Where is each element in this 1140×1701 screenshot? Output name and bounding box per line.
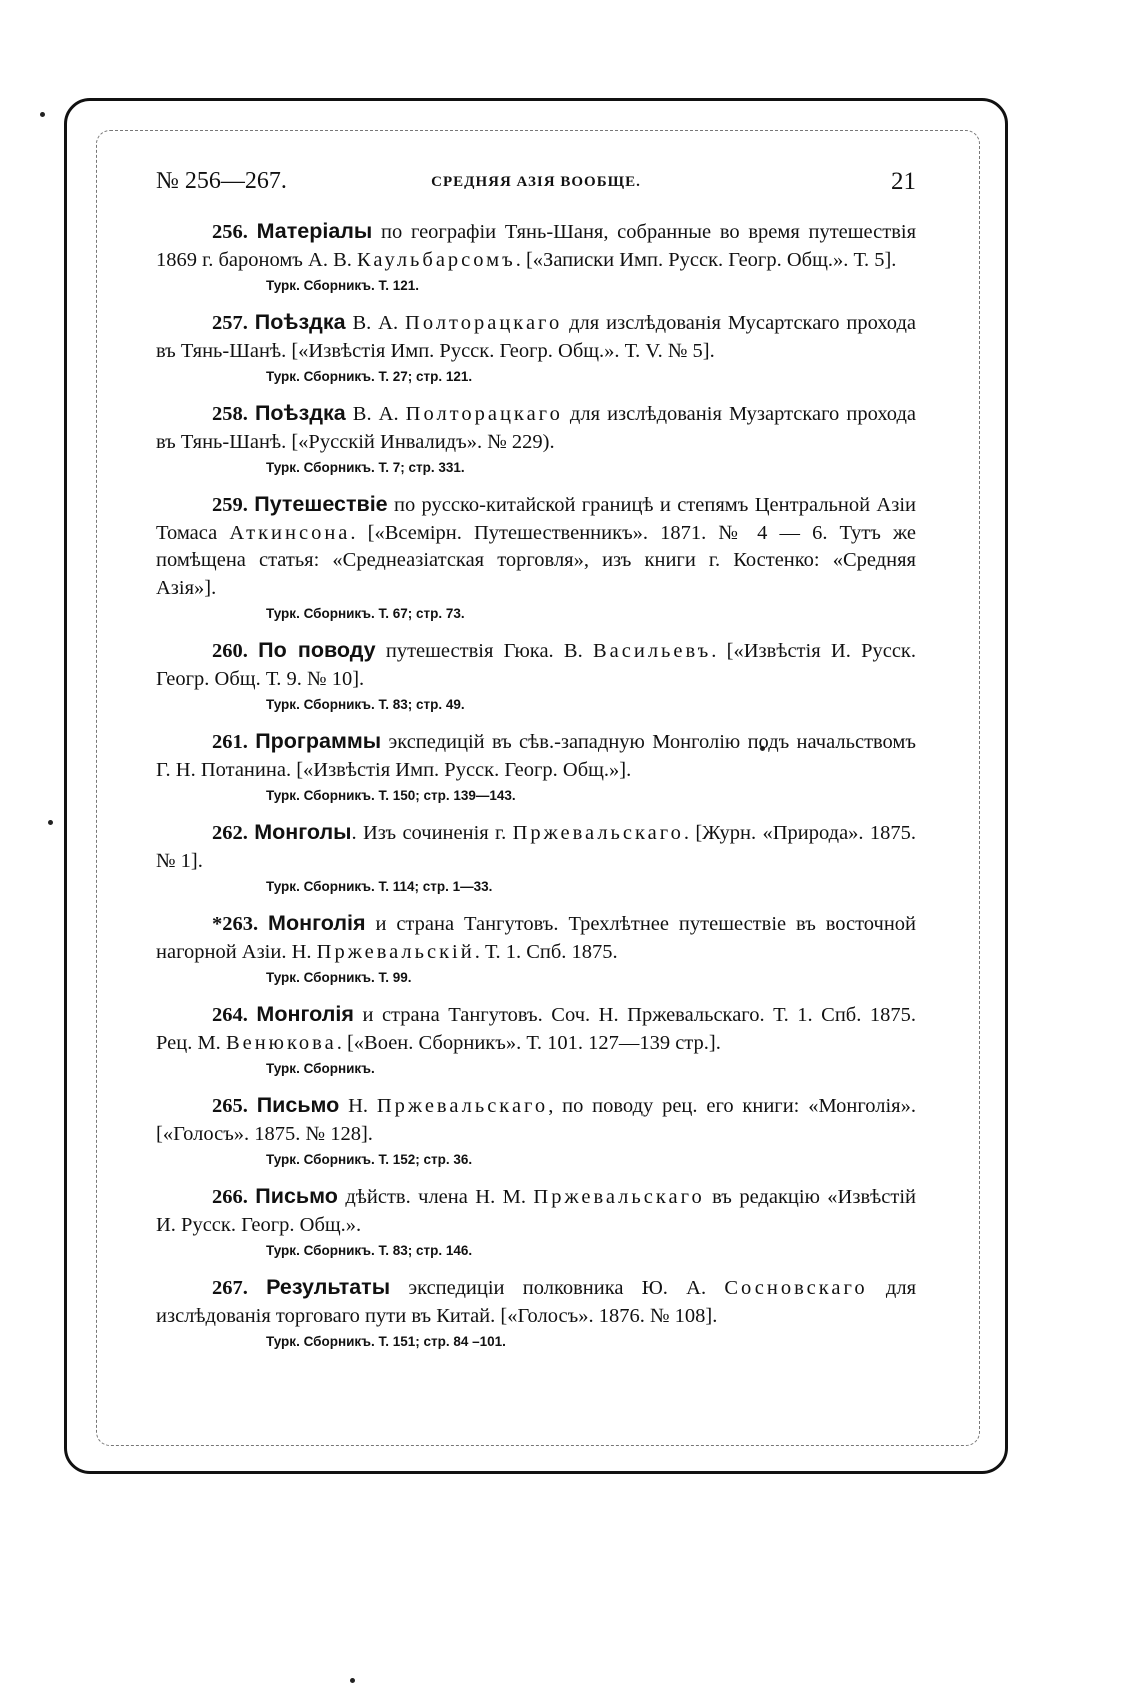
entry-text (156, 910, 916, 966)
entry-keyword: Монголія (256, 1002, 354, 1026)
bibliography-list (156, 218, 916, 1365)
entry-body-tail: . [«Извѣстія И. Русск. Геогр. Общ. Т. 9. № 10]. (156, 640, 917, 690)
entry-body-tail: . Т. 1. Спб. 1875. (474, 940, 618, 963)
running-header (156, 168, 916, 200)
entry-body: Н. (339, 1095, 377, 1117)
entry-body-tail: для изслѣдованія торговаго пути въ Китай. [«Голосъ». 1876. № 108]. (156, 1277, 917, 1327)
entry-text (156, 400, 916, 456)
bibliography-entry (156, 1001, 916, 1079)
entry-source: Турк. Сборникъ. Т. 67; стр. 73. (266, 606, 465, 621)
section-title: СРЕДНЯЯ АЗІЯ ВООБЩЕ. (431, 174, 641, 190)
entry-keyword: Монголы (254, 820, 352, 844)
entry-text (156, 819, 916, 875)
entry-body: . Изъ сочиненія г. (351, 822, 513, 844)
entry-number: 261. (212, 731, 248, 753)
margin-speck (48, 820, 53, 825)
entry-source: Турк. Сборникъ. Т. 7; стр. 331. (266, 460, 465, 475)
entry-keyword: Монголія (268, 911, 366, 935)
entry-text (156, 1092, 916, 1148)
entry-body-tail: . [«Воен. Сборникъ». Т. 101. 127—139 стр.]. (336, 1031, 721, 1054)
entry-body-tail: . [«Всемірн. Путешественникъ». 1871. № 4 — 6. Тутъ же помѣщена статья: «Среднеазіатская торговля», изъ книги г. Костенко: «Средняя Азія»]. (156, 521, 916, 599)
entry-source: Турк. Сборникъ. Т. 83; стр. 146. (266, 1243, 473, 1258)
entry-body: по географіи Тянь-Шаня, собранные во время путешествія 1869 г. барономъ А. В. (156, 221, 917, 271)
entry-keyword: Письмо (256, 1093, 340, 1117)
entry-source: Турк. Сборникъ. Т. 152; стр. 36. (266, 1152, 473, 1167)
bibliography-entry (156, 309, 916, 387)
entry-number: 257. (212, 312, 248, 334)
entry-author: Полторацкаго (405, 312, 563, 334)
entry-source: Турк. Сборникъ. Т. 121. (266, 278, 420, 293)
entry-source: Турк. Сборникъ. Т. 151; стр. 84 –101. (266, 1334, 506, 1349)
bibliography-entry (156, 1183, 916, 1261)
entry-body: по русско-китайской границѣ и степямъ Центральной Азіи Томаса (156, 494, 917, 544)
entry-body-tail: . [«Записки Имп. Русск. Геогр. Общ.». Т. 5]. (515, 248, 897, 271)
entry-body-tail: для изслѣдованія Музартскаго прохода въ Тянь-Шанѣ. [«Русскій Инвалидъ». № 229). (156, 403, 916, 453)
entry-text (156, 1183, 916, 1239)
entry-number: 259. (212, 494, 248, 516)
entry-number: 258. (212, 403, 248, 425)
entry-author: Пржевальскаго (533, 1186, 705, 1208)
entry-number: 264. (212, 1004, 248, 1026)
entry-body-tail: для изслѣдованія Мусартскаго прохода въ Тянь-Шанѣ. [«Извѣстія Имп. Русск. Геогр. Общ.». Т. V. № 5]. (156, 312, 916, 362)
entry-author: Каульбарсомъ (357, 248, 516, 271)
bibliography-entry (156, 728, 916, 806)
entry-keyword: Поѣздка (254, 401, 346, 425)
entry-body: В. А. (345, 312, 406, 334)
entry-body: экспедицій въ сѣв.-западную Монголію подъ начальствомъ Г. Н. Потанина. [«Извѣстія Имп. Русск. Геогр. Общ.»]. (156, 731, 916, 781)
entry-number: 267. (212, 1277, 248, 1299)
page-number: 21 (891, 168, 916, 195)
entry-text (156, 637, 916, 693)
bibliography-entry (156, 1274, 916, 1352)
entry-keyword: Письмо (255, 1184, 338, 1208)
entry-source: Турк. Сборникъ. Т. 114; стр. 1—33. (266, 879, 493, 894)
entry-body: и страна Тангутовъ. Соч. Н. Пржевальскаго. Т. 1. Спб. 1875. Рец. М. (156, 1004, 917, 1054)
entry-author: Пржевальскаго (512, 822, 684, 844)
margin-speck (40, 112, 45, 117)
margin-speck (350, 1678, 355, 1683)
entry-source: Турк. Сборникъ. Т. 150; стр. 139—143. (266, 788, 516, 803)
entry-author: Сосновскаго (724, 1277, 868, 1299)
entry-number: 260. (212, 640, 248, 662)
entry-keyword: Результаты (266, 1275, 391, 1299)
entry-body-tail: . [Журн. «Природа». 1875. № 1]. (156, 822, 917, 872)
entry-text (156, 309, 916, 365)
bibliography-entry (156, 400, 916, 478)
entry-range: № 256—267. (156, 168, 287, 194)
entry-body: дѣйств. члена Н. М. (337, 1186, 534, 1208)
bibliography-entry (156, 910, 916, 988)
entry-keyword: Матеріалы (256, 219, 373, 243)
entry-number: 266. (212, 1186, 248, 1208)
entry-source: Турк. Сборникъ. (266, 1061, 375, 1076)
entry-keyword: Путешествіе (254, 492, 388, 516)
entry-source: Турк. Сборникъ. Т. 99. (266, 970, 412, 985)
bibliography-entry (156, 218, 916, 296)
entry-source: Турк. Сборникъ. Т. 83; стр. 49. (266, 697, 465, 712)
entry-keyword: По поводу (258, 638, 376, 662)
entry-body-tail: , по поводу рец. его книги: «Монголія». [«Голосъ». 1875. № 128]. (156, 1095, 916, 1145)
entry-number: *263. (212, 913, 259, 935)
entry-number: 256. (212, 221, 248, 243)
entry-source: Турк. Сборникъ. Т. 27; стр. 121. (266, 369, 473, 384)
entry-body: экспедиціи полковника Ю. А. (390, 1277, 725, 1299)
entry-text (156, 491, 916, 602)
entry-author: Полторацкаго (405, 403, 563, 425)
entry-body-tail: въ редакцію «Извѣстій И. Русск. Геогр. Общ.». (156, 1186, 916, 1236)
entry-author: Аткинсона (229, 521, 351, 544)
entry-author: Венюкова (225, 1031, 337, 1054)
entry-number: 265. (212, 1095, 248, 1117)
entry-author: Васильевъ (592, 640, 712, 662)
bibliography-entry (156, 819, 916, 897)
entry-author: Пржевальскій (316, 940, 475, 963)
entry-text (156, 1274, 916, 1330)
entry-text (156, 728, 916, 784)
bibliography-entry (156, 491, 916, 624)
entry-keyword: Программы (255, 729, 382, 753)
entry-body: и страна Тангутовъ. Трехлѣтнее путешествіе въ восточной нагорной Азіи. Н. (156, 913, 917, 963)
entry-keyword: Поѣздка (254, 310, 346, 334)
bibliography-entry (156, 1092, 916, 1170)
entry-text (156, 218, 916, 274)
entry-number: 262. (212, 822, 248, 844)
entry-body: В. А. (345, 403, 406, 425)
bibliography-entry (156, 637, 916, 715)
entry-author: Пржевальскаго (376, 1095, 549, 1117)
entry-body: путешествія Гюка. В. (375, 640, 593, 662)
entry-text (156, 1001, 916, 1057)
